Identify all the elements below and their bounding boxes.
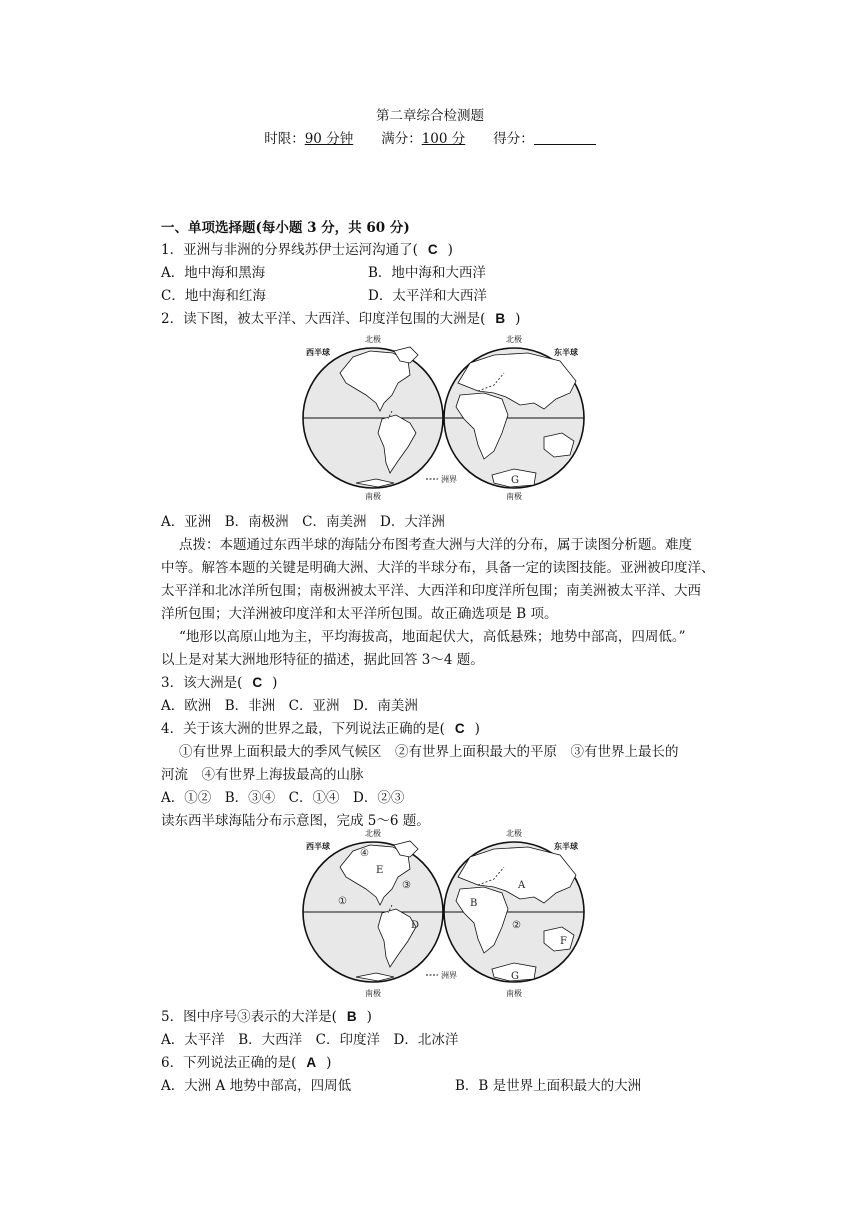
map2-label-1: ① xyxy=(338,896,347,907)
intro-5-6: 读东西半球海陆分布示意图，完成 5～6 题。 xyxy=(161,813,430,829)
q2-hint-2: 中等。解答本题的关键是明确大洲、大洋的半球分布，具备一定的读图技能。亚洲被印度洋、 xyxy=(161,560,715,576)
q2-hint-3: 太平洋和北冰洋所包围；南极洲被太平洋、大西洋和印度洋所包围；南美洲被太平洋、大西 xyxy=(161,583,701,599)
map2-label-b: B xyxy=(470,898,478,909)
q6-option-a: A．大洲 A 地势中部高，四周低 xyxy=(161,1078,352,1094)
map2-west-label: 西半球 xyxy=(306,842,330,851)
map2-east-label: 东半球 xyxy=(554,842,578,851)
passage-line-2: 以上是对某大洲地形特征的描述，据此回答 3～4 题。 xyxy=(161,652,484,668)
q4-stem-text: 4．关于该大洲的世界之最，下列说法正确的是( xyxy=(161,721,445,737)
map2-label-a: A xyxy=(518,880,526,891)
passage-line-1: “地形以高原山地为主，平均海拔高，地面起伏大，高低悬殊；地势中部高，四周低。” xyxy=(179,629,686,645)
full-value: 100 分 xyxy=(421,131,466,147)
map1-north-west: 北极 xyxy=(365,335,381,344)
q1-option-a: A．地中海和黑海 xyxy=(161,265,266,281)
q6-option-b: B．B 是世界上面积最大的大洲 xyxy=(455,1078,642,1094)
q6-answer: A xyxy=(306,1055,317,1070)
q1-close: ) xyxy=(447,242,453,258)
q1-stem xyxy=(161,240,453,260)
q5-close: ) xyxy=(366,1009,372,1025)
q4-close: ) xyxy=(474,721,480,737)
q2-answer: B xyxy=(495,311,506,326)
map2-label-e: E xyxy=(376,865,384,876)
hemisphere-map-2 xyxy=(298,826,594,1000)
q3-options: A．欧洲 B．非洲 C．亚洲 D．南美洲 xyxy=(161,698,418,714)
map1-north-east: 北极 xyxy=(506,335,522,344)
map2-label-d: D xyxy=(411,920,420,931)
q4-options: A．①② B．③④ C．①④ D．②③ xyxy=(161,790,405,806)
map1-west-label: 西半球 xyxy=(306,348,330,357)
map1-legend: 洲界 xyxy=(441,475,457,484)
q4-items-2: 河流 ④有世界上海拔最高的山脉 xyxy=(161,767,364,783)
map2-south-west: 南极 xyxy=(365,989,381,998)
q4-items-1: ①有世界上面积最大的季风气候区 ②有世界上面积最大的平原 ③有世界上最长的 xyxy=(179,744,679,760)
map2-label-2: ② xyxy=(512,920,521,931)
map2-label-4: ④ xyxy=(360,848,369,859)
map1-south-west: 南极 xyxy=(365,492,381,501)
q6-stem-text: 6．下列说法正确的是( xyxy=(161,1055,297,1071)
q3-close: ) xyxy=(272,675,278,691)
q1-option-c: C．地中海和红海 xyxy=(161,288,266,304)
q2-close: ) xyxy=(515,311,521,327)
q5-stem xyxy=(161,1007,372,1027)
score-blank[interactable] xyxy=(534,130,596,145)
q2-hint-4: 洋所包围；大洋洲被印度洋和太平洋所包围。故正确选项是 B 项。 xyxy=(161,606,558,622)
map2-label-3: ③ xyxy=(402,880,411,891)
map2-north-east: 北极 xyxy=(506,829,522,838)
q1-option-d: D．太平洋和大西洋 xyxy=(368,288,487,304)
q5-answer: B xyxy=(346,1009,357,1024)
hemisphere-map-1 xyxy=(298,333,594,505)
map2-label-g: G xyxy=(511,971,519,982)
q2-stem-text: 2．读下图，被太平洋、大西洋、印度洋包围的大洲是( xyxy=(161,311,486,327)
q6-close: ) xyxy=(326,1055,332,1071)
q5-stem-text: 5．图中序号③表示的大洋是( xyxy=(161,1009,337,1025)
q2-stem xyxy=(161,309,520,329)
q5-options: A．太平洋 B．大西洋 C．印度洋 D．北冰洋 xyxy=(161,1032,459,1048)
map1-g-label: G xyxy=(511,475,519,486)
q1-option-b: B．地中海和大西洋 xyxy=(368,265,486,281)
q3-answer: C xyxy=(252,675,263,690)
q3-stem-text: 3．该大洲是( xyxy=(161,675,243,691)
map2-south-east: 南极 xyxy=(506,989,522,998)
map1-east-label: 东半球 xyxy=(554,348,578,357)
exam-info xyxy=(0,129,860,149)
page-title: 第二章综合检测题 xyxy=(376,108,484,124)
q3-stem xyxy=(161,673,277,693)
q1-stem-text: 1．亚洲与非洲的分界线苏伊士运河沟通了( xyxy=(161,242,418,258)
q4-stem xyxy=(161,719,480,739)
full-label: 满分： xyxy=(381,131,422,147)
map2-label-f: F xyxy=(560,936,567,947)
score-label: 得分： xyxy=(493,131,534,147)
time-label: 时限： xyxy=(264,131,305,147)
map2-north-west: 北极 xyxy=(365,829,381,838)
map1-south-east: 南极 xyxy=(506,492,522,501)
q1-answer: C xyxy=(427,242,438,257)
q6-stem xyxy=(161,1053,331,1073)
q2-options: A．亚洲 B．南极洲 C．南美洲 D．大洋洲 xyxy=(161,514,445,530)
q4-answer: C xyxy=(454,721,465,736)
q2-hint-1: 点拨：本题通过东西半球的海陆分布图考查大洲与大洋的分布，属于读图分析题。难度 xyxy=(179,537,692,553)
time-value: 90 分钟 xyxy=(304,131,354,147)
section-heading: 一、单项选择题(每小题 3 分，共 60 分) xyxy=(161,220,410,236)
map2-legend: 洲界 xyxy=(441,971,457,980)
